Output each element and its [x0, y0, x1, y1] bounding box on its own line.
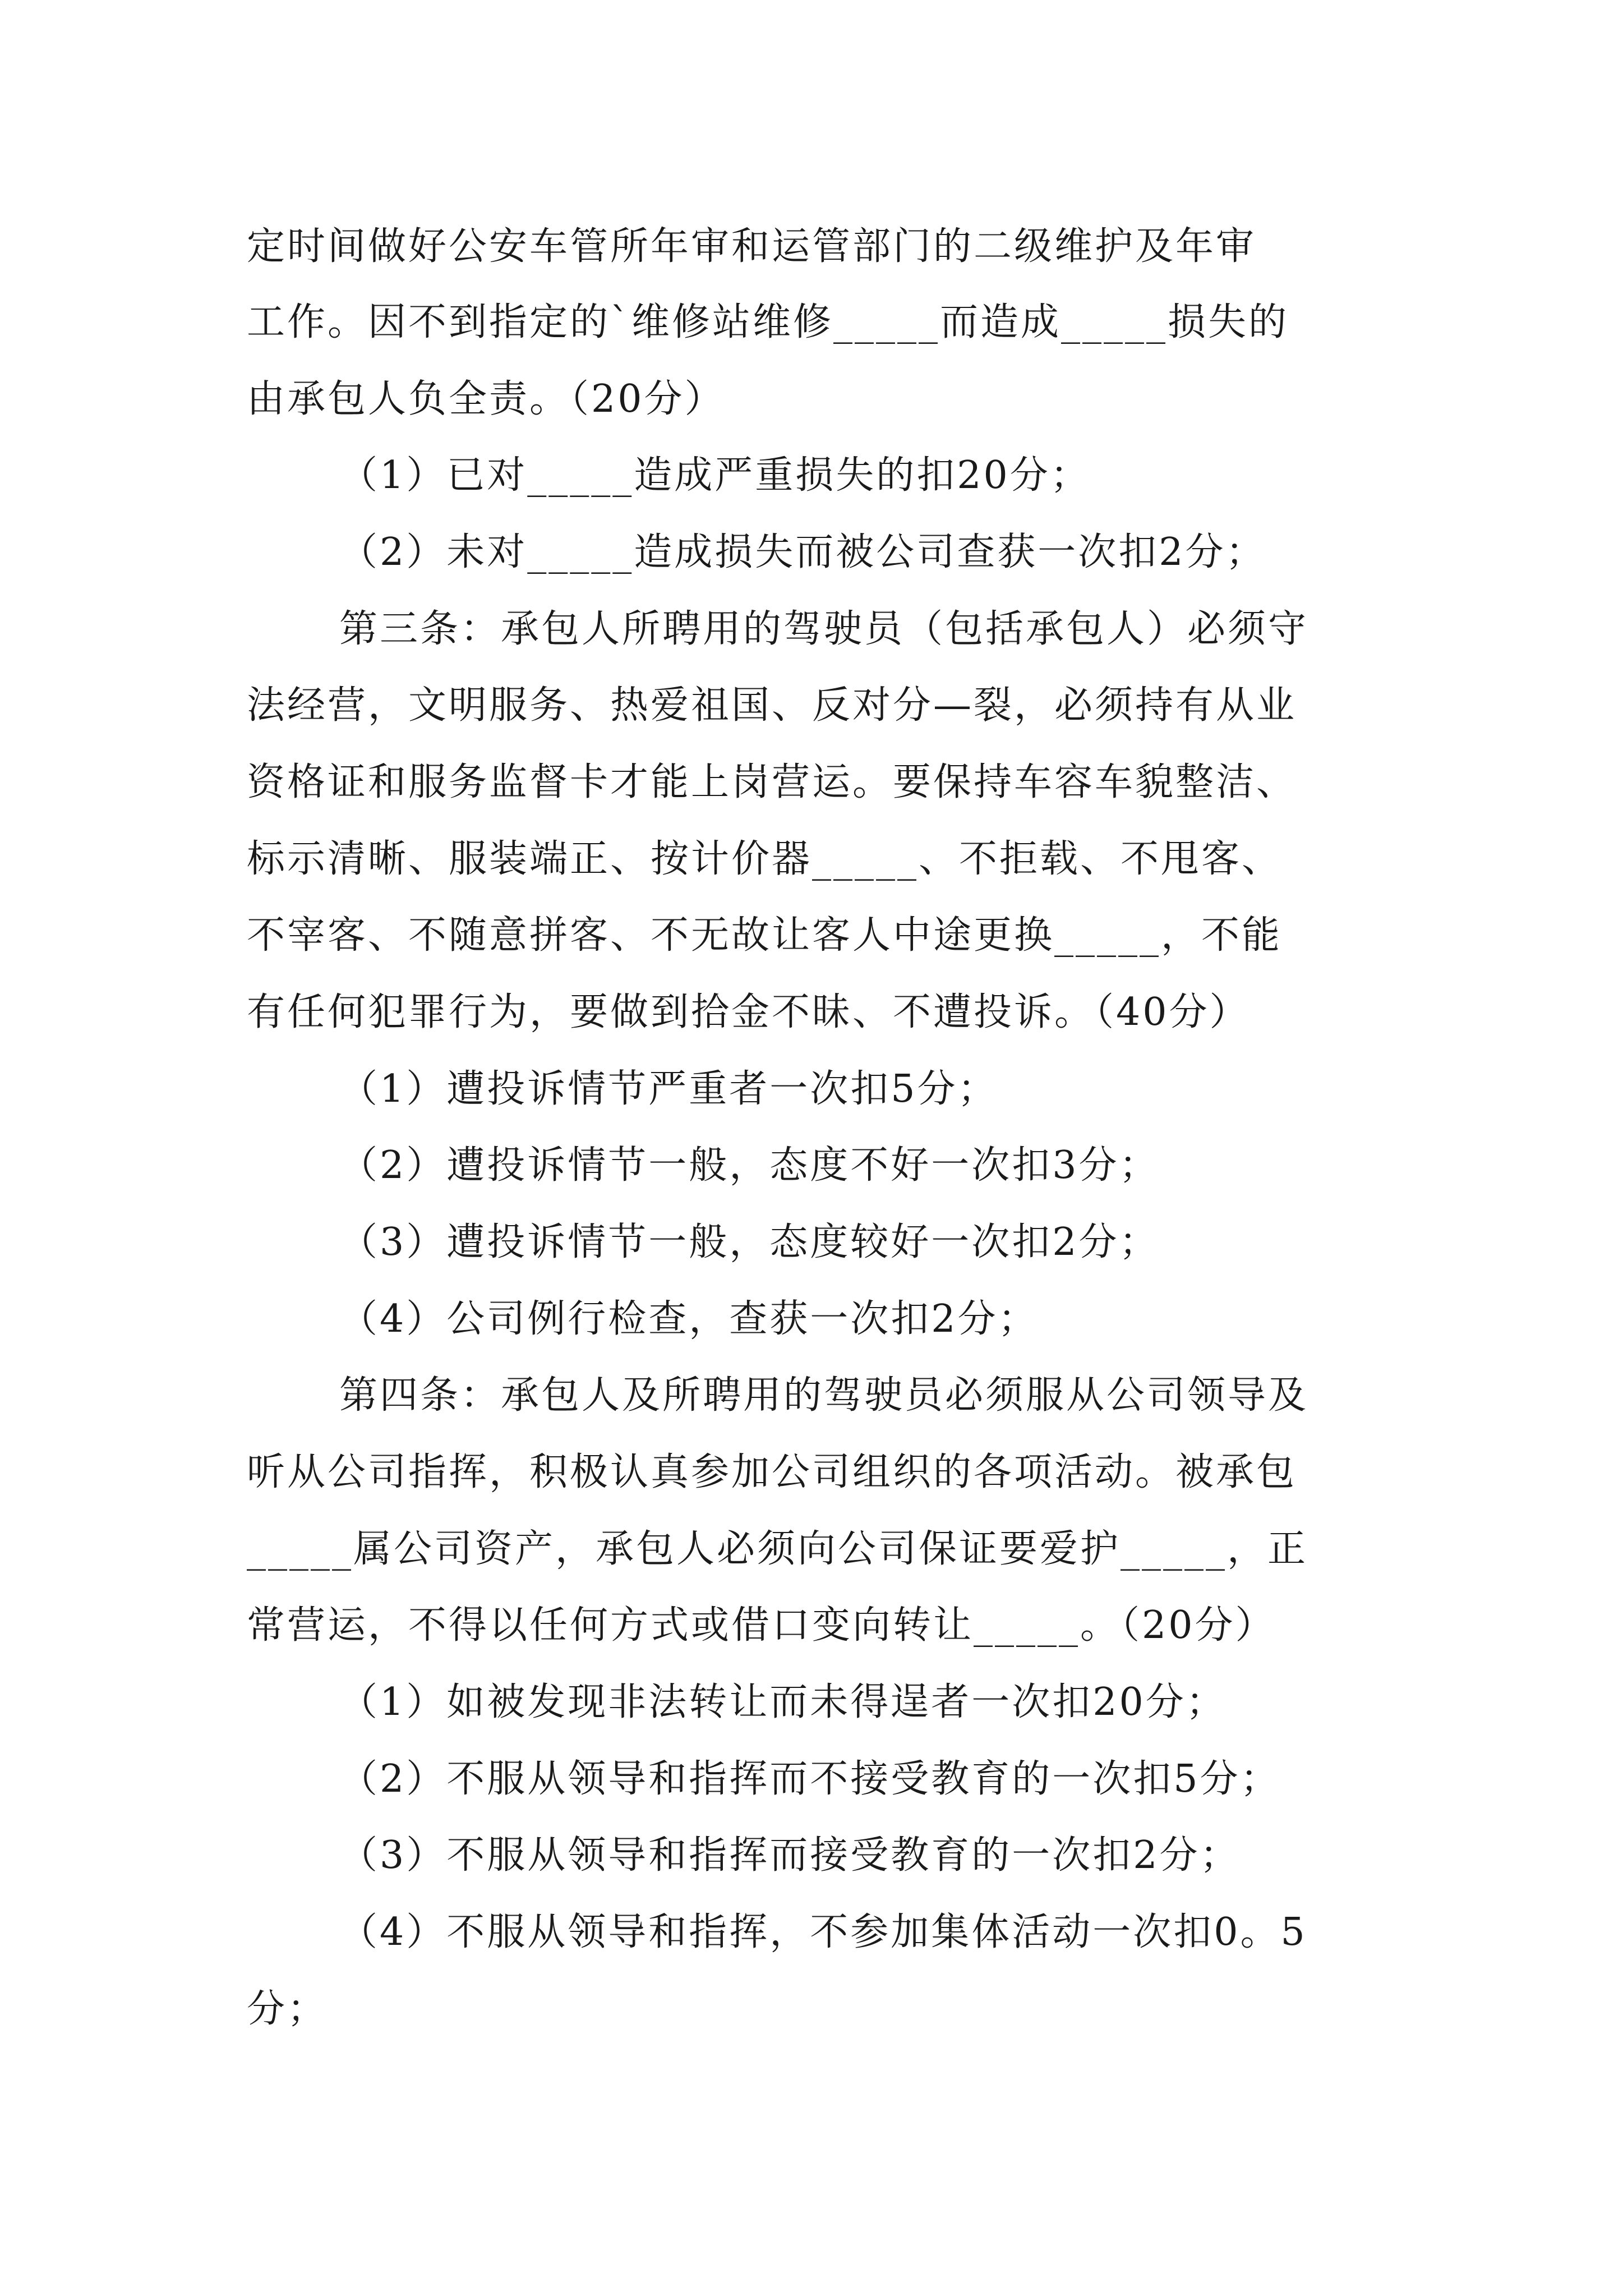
text-line: 由承包人负全责。（20分）: [247, 377, 725, 421]
article-heading-line: 第四条：承包人及所聘用的驾驶员必须服从公司领导及: [339, 1373, 1309, 1418]
text-line: 不宰客、不随意拼客、不无故让客人中途更换_____，不能: [247, 913, 1283, 958]
text-line: 工作。因不到指定的`维修站维修_____而造成_____损失的: [247, 300, 1289, 344]
list-item: （4）公司例行检查，查获一次扣2分；: [339, 1297, 1039, 1341]
list-item: （2）遭投诉情节一般，态度不好一次扣3分；: [339, 1143, 1160, 1188]
text-line: 资格证和服务监督卡才能上岗营运。要保持车容车貌整洁、: [247, 760, 1297, 804]
list-item: （1）如被发现非法转让而未得逞者一次扣20分；: [339, 1680, 1227, 1724]
article-heading-line: 第三条：承包人所聘用的驾驶员（包括承包人）必须守: [339, 607, 1309, 651]
text-line: _____属公司资产，承包人必须向公司保证要爱护_____，正: [247, 1527, 1308, 1571]
list-item: （2）未对_____造成损失而被公司查获一次扣2分；: [339, 530, 1266, 574]
list-item: （3）不服从领导和指挥而接受教育的一次扣2分；: [339, 1833, 1241, 1878]
text-line: 分；: [247, 1987, 328, 2031]
list-item: （2）不服从领导和指挥而不接受教育的一次扣5分；: [339, 1757, 1281, 1801]
text-line: 法经营，文明服务、热爱祖国、反对分—裂，必须持有从业: [247, 683, 1297, 728]
list-item: （1）已对_____造成严重损失的扣20分；: [339, 453, 1091, 498]
list-item: （3）遭投诉情节一般，态度较好一次扣2分；: [339, 1220, 1160, 1264]
text-line: 定时间做好公安车管所年审和运管部门的二级维护及年审: [247, 224, 1257, 269]
text-line: 标示清晰、服装端正、按计价器_____、不拒载、不甩客、: [247, 837, 1283, 881]
text-line: 有任何犯罪行为，要做到拾金不昧、不遭投诉。（40分）: [247, 990, 1250, 1034]
list-item: （1）遭投诉情节严重者一次扣5分；: [339, 1067, 998, 1111]
text-line: 听从公司指挥，积极认真参加公司组织的各项活动。被承包: [247, 1450, 1297, 1494]
text-line: 常营运，不得以任何方式或借口变向转让_____。（20分）: [247, 1603, 1276, 1648]
list-item: （4）不服从领导和指挥，不参加集体活动一次扣0。5: [339, 1910, 1307, 1954]
